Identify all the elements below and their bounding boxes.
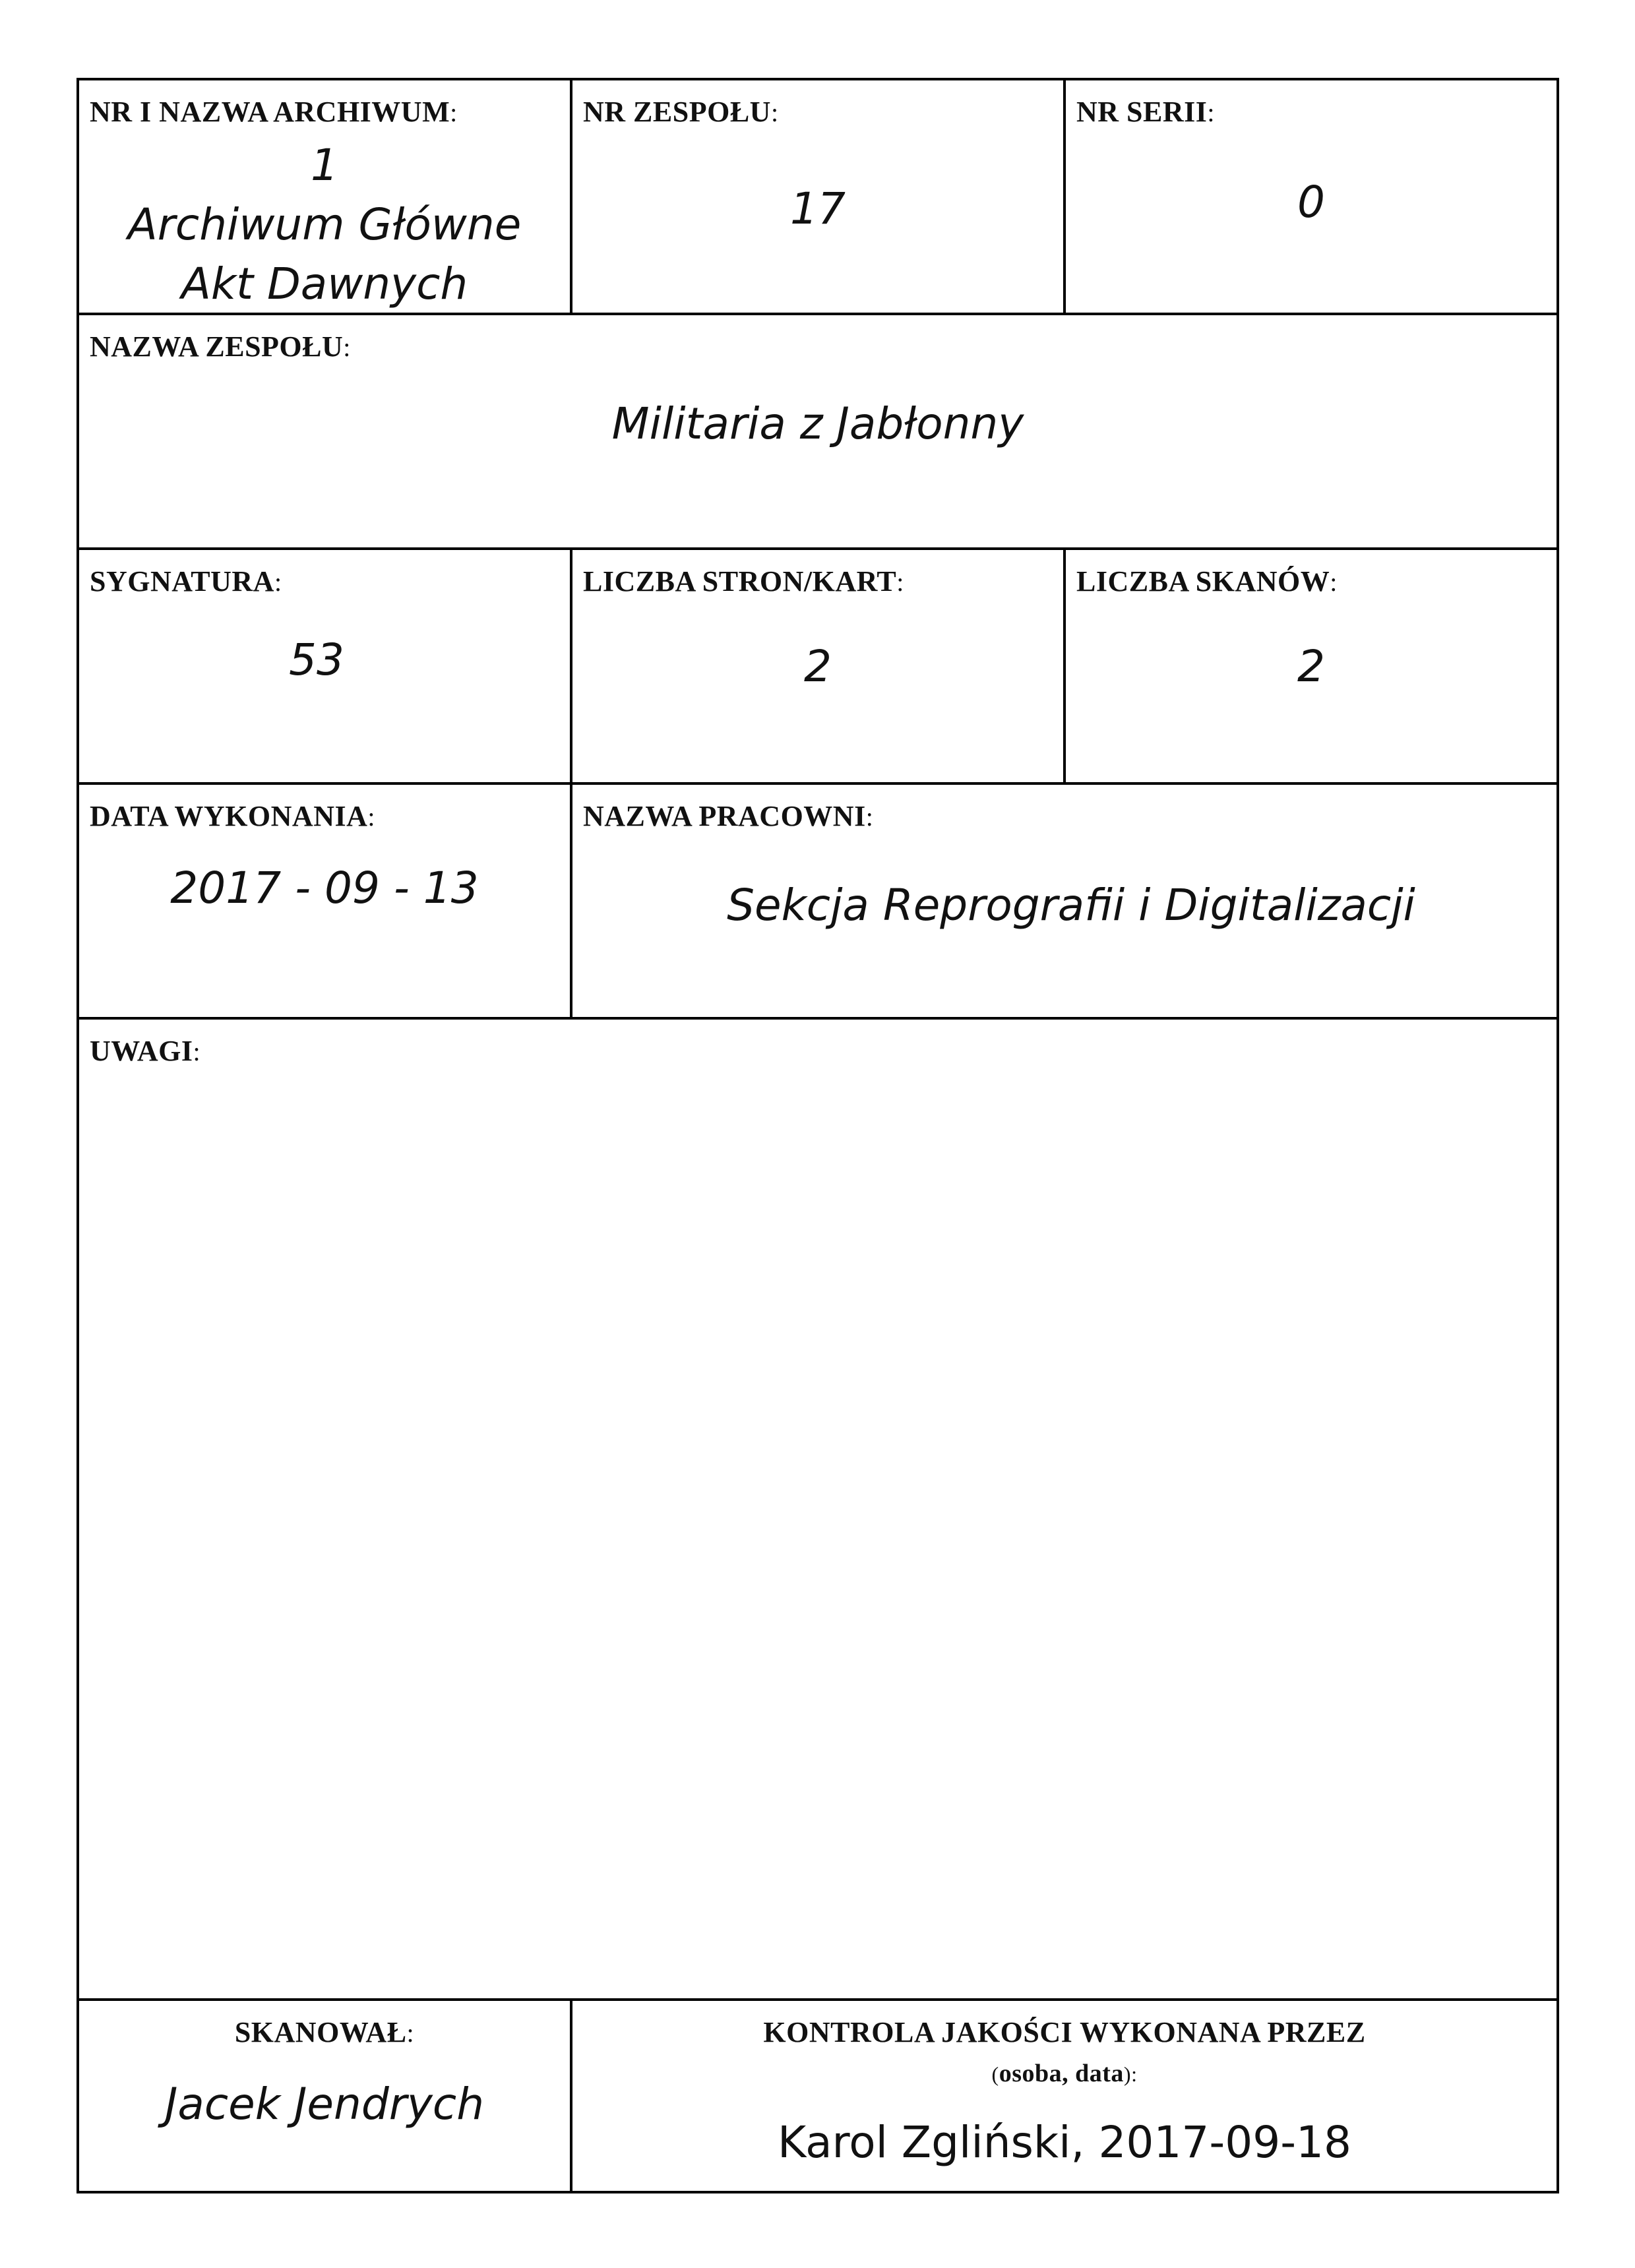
execution-date-value: 2017 - 09 - 13 <box>170 863 479 913</box>
archive-name-line2: Akt Dawnych <box>181 259 468 309</box>
signature-label: SYGNATURA: <box>90 565 282 598</box>
scanned-by-cell <box>79 2001 572 2191</box>
fonds-number-label: NR ZESPOŁU: <box>583 96 779 128</box>
scanned-by-label: SKANOWAŁ: <box>234 2016 415 2048</box>
scan-count-cell <box>1066 550 1557 785</box>
quality-control-label: KONTROLA JAKOŚCI WYKONANA PRZEZ <box>763 2016 1366 2048</box>
execution-date-cell <box>79 785 572 1020</box>
fonds-number-cell <box>572 80 1066 315</box>
scanned-by-value: Jacek Jendrych <box>164 2079 485 2130</box>
archive-name-line1: Archiwum Główne <box>127 199 522 250</box>
fonds-name-value: Militaria z Jabłonny <box>611 398 1024 449</box>
scan-count-label: LICZBA SKANÓW: <box>1076 565 1338 598</box>
remarks-cell <box>79 1020 1557 2001</box>
fonds-name-label: NAZWA ZESPOŁU: <box>90 330 351 363</box>
series-number-value: 0 <box>1297 177 1325 228</box>
archive-metadata-card <box>77 78 1559 2193</box>
fonds-name-cell <box>79 315 1557 550</box>
page-count-cell <box>572 550 1066 785</box>
archive-value <box>79 136 570 314</box>
quality-control-value: Karol Zgliński, 2017-09-18 <box>777 2117 1352 2168</box>
series-number-label: NR SERII: <box>1076 96 1216 128</box>
archive-number: 1 <box>311 140 338 191</box>
series-number-cell <box>1066 80 1557 315</box>
fonds-number-value: 17 <box>790 183 846 234</box>
remarks-label: UWAGI: <box>90 1035 201 1067</box>
signature-cell <box>79 550 572 785</box>
workshop-cell <box>572 785 1557 1020</box>
workshop-value: Sekcja Reprografii i Digitalizacji <box>727 880 1415 931</box>
archive-cell <box>79 80 572 315</box>
page-count-value: 2 <box>804 641 832 692</box>
page-count-label: LICZBA STRON/KART: <box>583 565 904 598</box>
execution-date-label: DATA WYKONANIA: <box>90 800 375 832</box>
scan-count-value: 2 <box>1297 641 1325 692</box>
workshop-label: NAZWA PRACOWNI: <box>583 800 874 832</box>
signature-value: 53 <box>289 634 344 685</box>
quality-control-cell <box>572 2001 1557 2191</box>
archive-label: NR I NAZWA ARCHIWUM: <box>90 96 458 128</box>
quality-control-sublabel: (osoba, data): <box>991 2060 1138 2087</box>
